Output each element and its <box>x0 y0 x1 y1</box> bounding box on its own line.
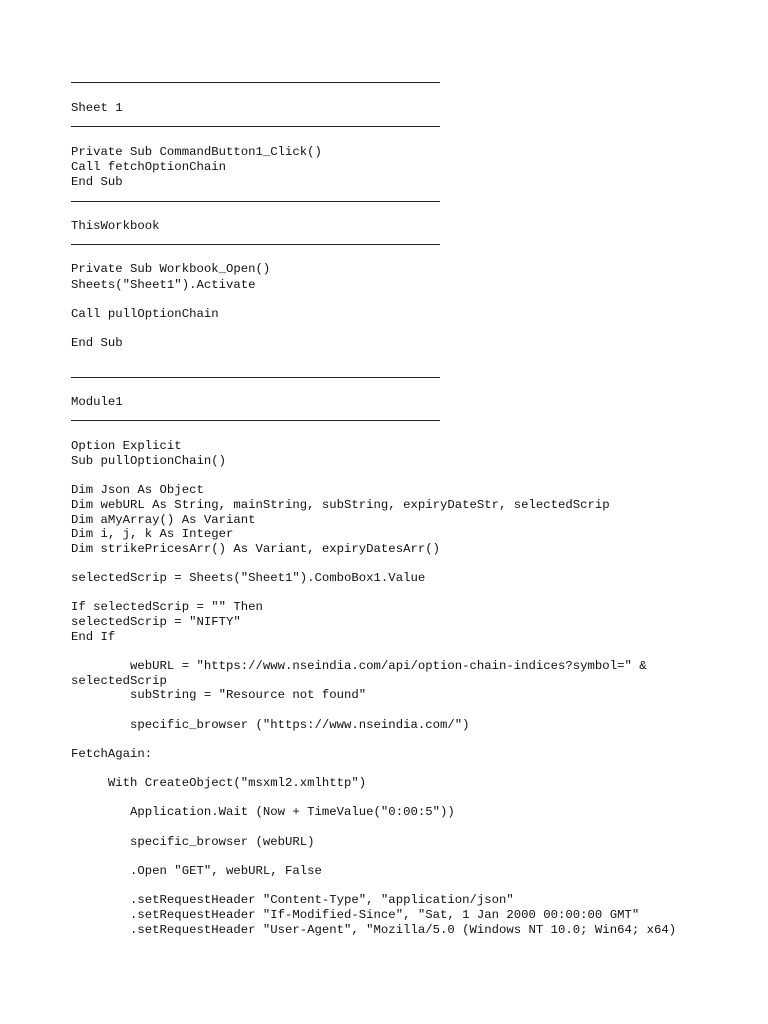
code-line: Private Sub CommandButton1_Click() <box>71 145 322 159</box>
code-line: specific_browser ("https://www.nseindia.com/") <box>71 718 470 732</box>
code-line: Dim Json As Object <box>71 483 204 497</box>
separator-rule <box>71 82 440 83</box>
code-line: .setRequestHeader "If-Modified-Since", "Sat, 1 Jan 2000 00:00:00 GMT" <box>71 908 640 922</box>
code-line: Dim webURL As String, mainString, subString, expiryDateStr, selectedScrip <box>71 498 610 512</box>
separator-rule <box>71 201 440 202</box>
separator-rule <box>71 420 440 421</box>
separator-rule <box>71 377 440 378</box>
code-line: Private Sub Workbook_Open() <box>71 262 271 276</box>
code-line: Call fetchOptionChain <box>71 160 226 174</box>
code-line: specific_browser (webURL) <box>71 835 315 849</box>
code-line: End Sub <box>71 175 123 189</box>
code-line: Application.Wait (Now + TimeValue("0:00:5")) <box>71 805 455 819</box>
code-line: selectedScrip = "NIFTY" <box>71 615 241 629</box>
section-heading-module1: Module1 <box>71 395 123 409</box>
code-line: With CreateObject("msxml2.xmlhttp") <box>71 776 367 790</box>
section-heading-thisworkbook: ThisWorkbook <box>71 219 160 233</box>
code-line: Sub pullOptionChain() <box>71 454 226 468</box>
code-line: .Open "GET", webURL, False <box>71 864 322 878</box>
code-line: FetchAgain: <box>71 747 153 761</box>
code-line: Dim aMyArray() As Variant <box>71 513 256 527</box>
code-line: .setRequestHeader "User-Agent", "Mozilla/5.0 (Windows NT 10.0; Win64; x64) <box>71 923 677 937</box>
code-line: selectedScrip = Sheets("Sheet1").ComboBox1.Value <box>71 571 426 585</box>
code-line: Option Explicit <box>71 439 182 453</box>
code-line: End If <box>71 630 116 644</box>
separator-rule <box>71 126 440 127</box>
code-line: End Sub <box>71 336 123 350</box>
code-line: If selectedScrip = "" Then <box>71 600 263 614</box>
code-line: Call pullOptionChain <box>71 307 219 321</box>
code-line: selectedScrip <box>71 674 167 688</box>
section-heading-sheet1: Sheet 1 <box>71 101 123 115</box>
code-line: Sheets("Sheet1").Activate <box>71 278 256 292</box>
code-line: webURL = "https://www.nseindia.com/api/option-chain-indices?symbol=" & <box>71 659 647 673</box>
separator-rule <box>71 244 440 245</box>
code-line: Dim strikePricesArr() As Variant, expiryDatesArr() <box>71 542 440 556</box>
code-line: .setRequestHeader "Content-Type", "application/json" <box>71 893 514 907</box>
code-line: subString = "Resource not found" <box>71 688 367 702</box>
code-line: Dim i, j, k As Integer <box>71 527 234 541</box>
